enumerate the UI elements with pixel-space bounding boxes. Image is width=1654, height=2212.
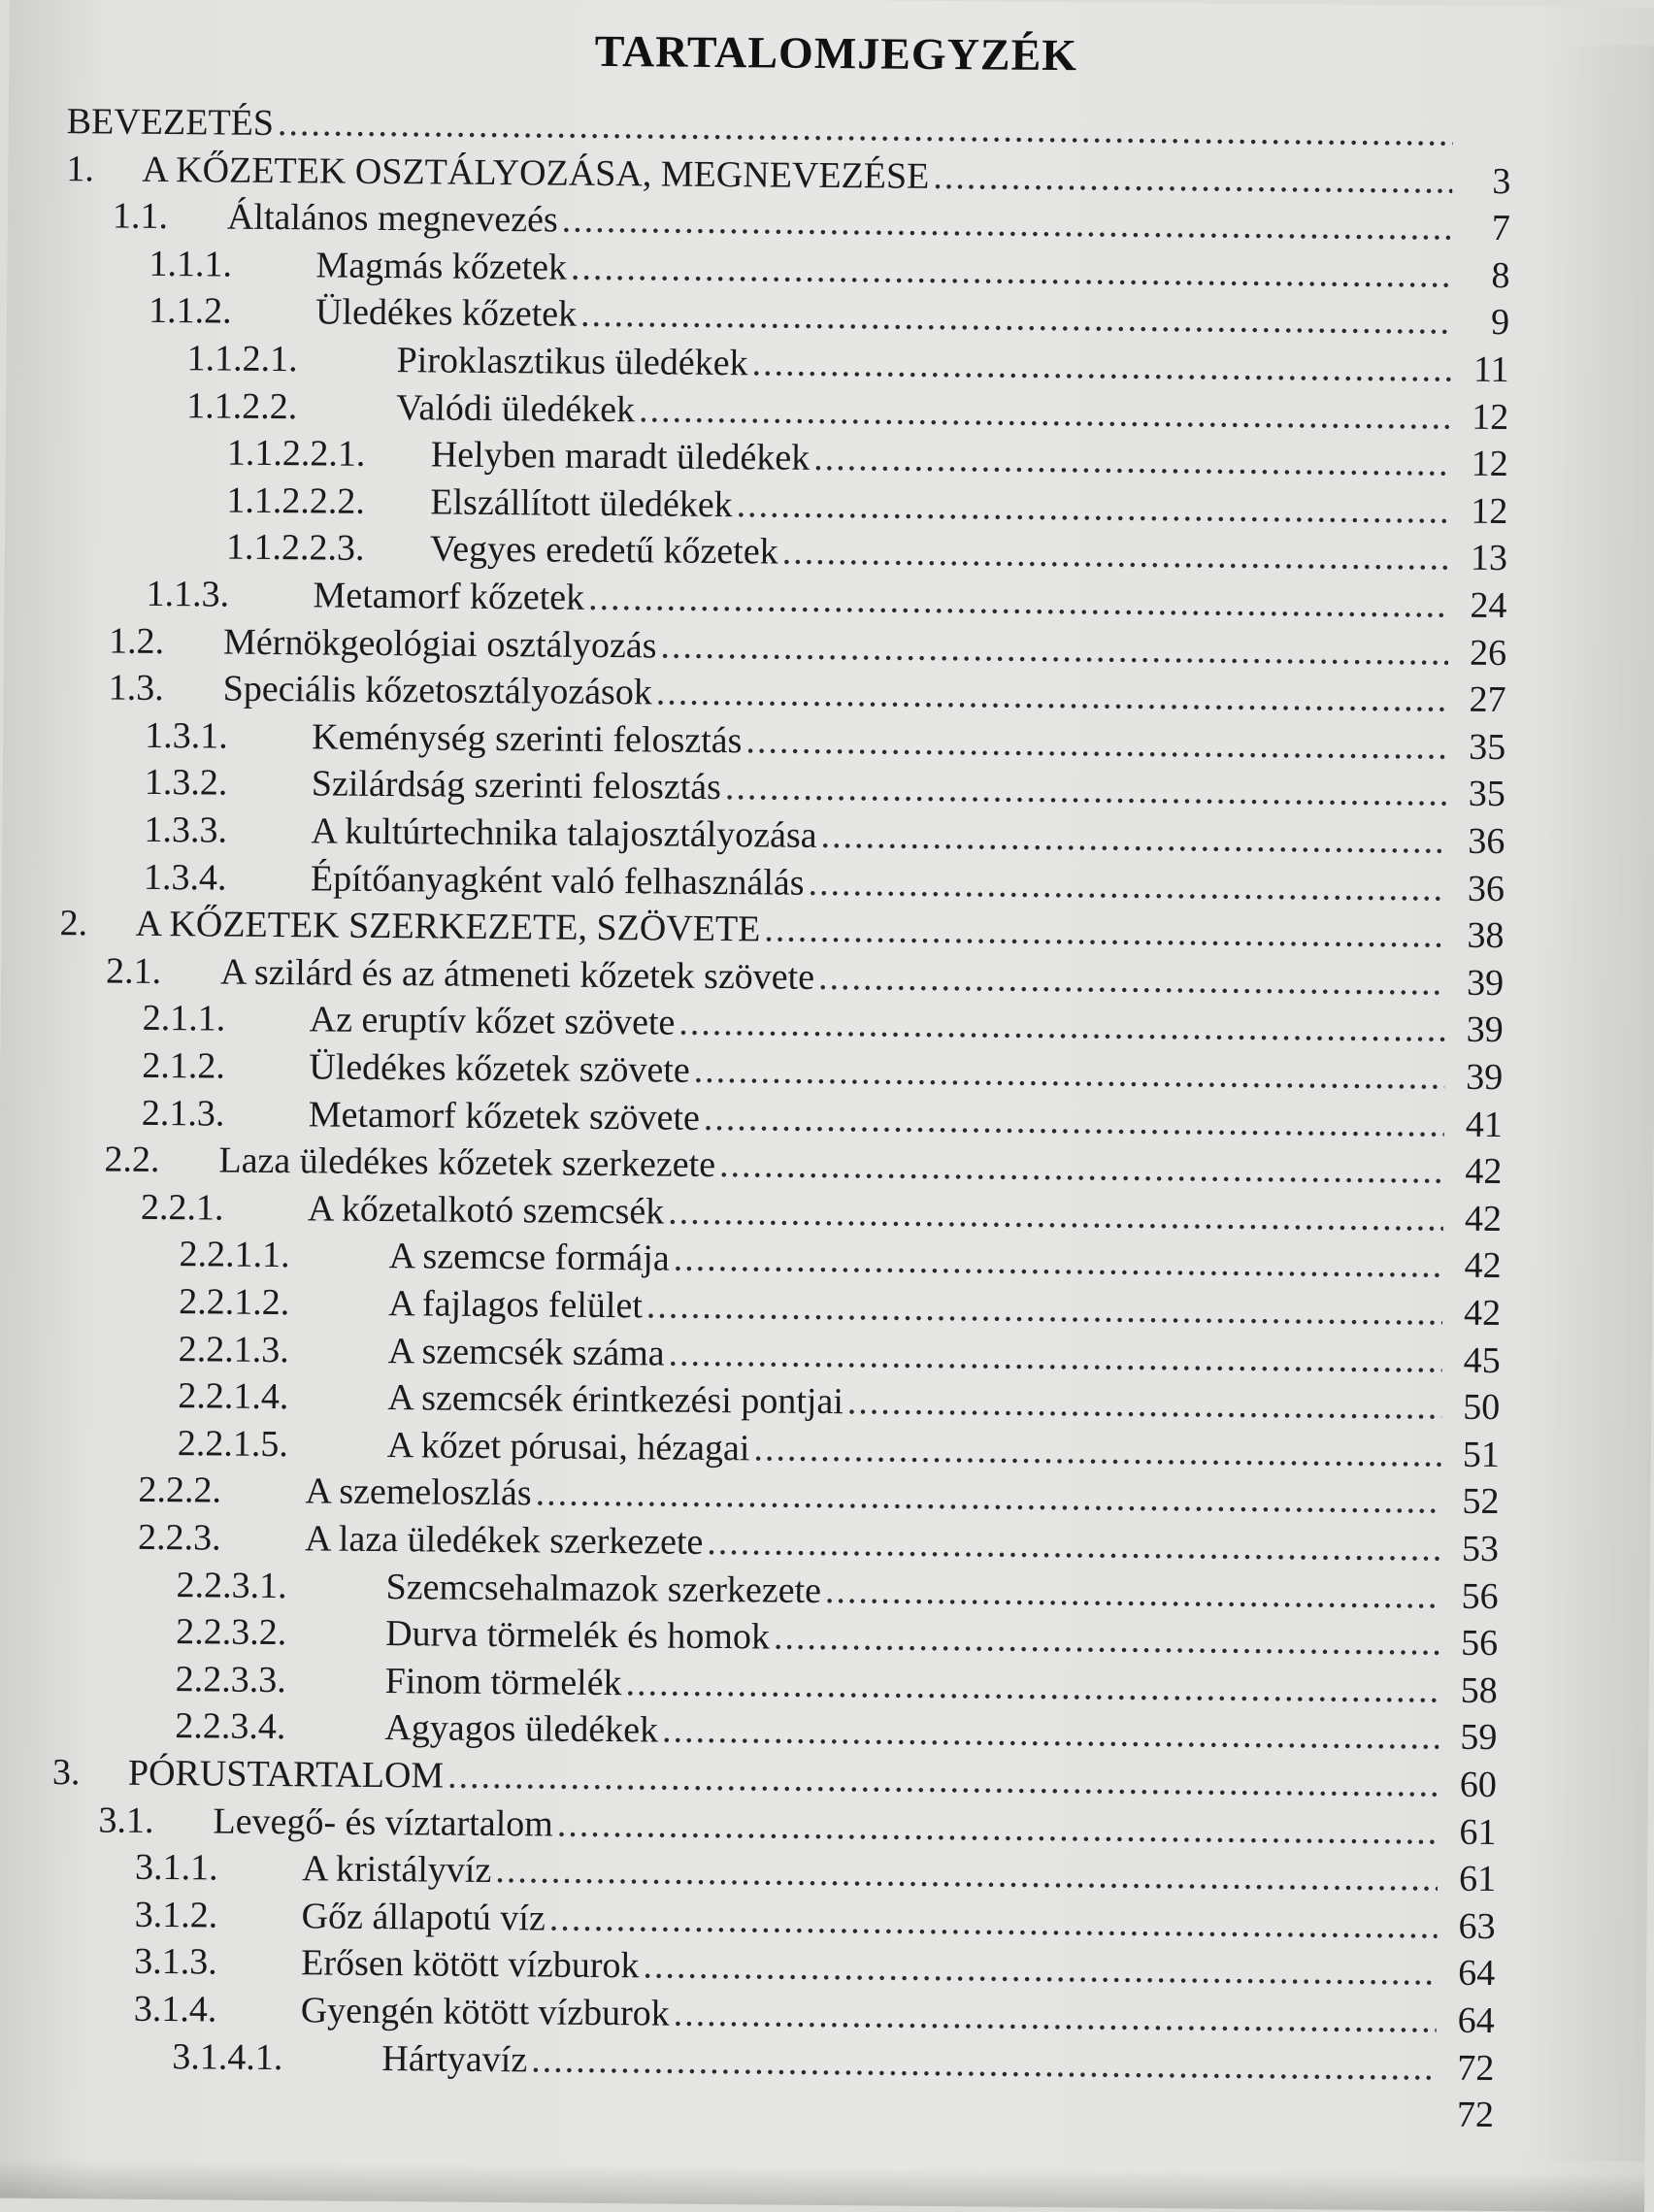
toc-entry-title: Szilárdság szerinti felosztás — [312, 761, 721, 811]
toc-entry-page: 39 — [1448, 1054, 1503, 1101]
dot-leader — [639, 386, 1451, 440]
dot-leader — [495, 1847, 1438, 1901]
toc-entry-page: 61 — [1441, 1808, 1496, 1855]
toc-entry-number: 2.2.3. — [138, 1514, 305, 1562]
dot-leader — [694, 1047, 1445, 1101]
toc-entry-title: A KŐZETEK SZERKEZETE, SZÖVETE — [135, 901, 760, 953]
page-title: TARTALOMJEGYZÉK — [9, 20, 1654, 86]
toc-entry-title: A kőzet pórusai, hézagai — [387, 1422, 750, 1471]
toc-entry-title: PÓRUSTARTALOM — [128, 1750, 445, 1799]
toc-entry-title: Agyagos üledékek — [384, 1704, 658, 1753]
toc-entry-page: 36 — [1450, 865, 1505, 911]
toc-entry-page: 35 — [1451, 723, 1505, 770]
toc-entry-title: Finom törmelék — [385, 1658, 622, 1706]
toc-entry-number: 2.2.3.3. — [176, 1656, 385, 1704]
toc-entry-page: 41 — [1448, 1101, 1503, 1147]
dot-leader — [753, 1425, 1441, 1477]
dot-leader — [774, 1614, 1440, 1667]
table-of-contents — [9, 98, 1654, 113]
toc-entry-page: 52 — [1444, 1478, 1499, 1525]
toc-entry-number: 2.1.1. — [143, 995, 310, 1042]
dot-leader — [847, 1378, 1442, 1430]
toc-entry-number: 3.1. — [98, 1797, 213, 1844]
dot-leader — [668, 1188, 1443, 1241]
dot-leader — [535, 1470, 1440, 1525]
toc-entry-number: 3.1.1. — [135, 1844, 302, 1892]
toc-entry-title: Laza üledékes kőzetek szerkezete — [218, 1138, 715, 1188]
toc-entry-number: 2.2. — [104, 1137, 218, 1184]
toc-entry-number: 2. — [59, 900, 135, 947]
dot-leader — [725, 764, 1447, 816]
toc-entry-title: Építőanyagként való felhasználás — [311, 855, 805, 906]
dot-leader — [751, 340, 1450, 392]
toc-entry-number: 1.3.3. — [144, 807, 311, 854]
toc-entry-page: 35 — [1451, 771, 1505, 817]
dot-leader — [673, 1236, 1442, 1289]
dot-leader — [549, 1895, 1438, 1949]
toc-entry-title: Az eruptív kőzet szövete — [310, 997, 676, 1046]
toc-entry-number: 1.3.2. — [145, 759, 312, 807]
toc-entry-title: Levegő- és víztartalom — [213, 1798, 553, 1847]
toc-entry-number: 1.1.2. — [149, 287, 315, 335]
toc-entry-number: 3. — [52, 1749, 128, 1797]
dot-leader — [656, 670, 1448, 723]
toc-entry-number: 2.2.3.1. — [176, 1562, 385, 1610]
toc-entry-page: 42 — [1447, 1148, 1502, 1195]
dot-leader — [764, 907, 1446, 959]
toc-entry-page: 39 — [1449, 959, 1504, 1006]
toc-entry-title: Üledékes kőzetek szövete — [309, 1043, 690, 1093]
toc-entry-page: 11 — [1454, 347, 1508, 393]
toc-entry-title: Általános megnevezés — [227, 194, 558, 244]
toc-entry-page: 58 — [1443, 1667, 1498, 1713]
toc-entry-title: A szilárd és az átmeneti kőzetek szövete — [220, 948, 814, 1000]
toc-entry-number: 2.2.1.3. — [179, 1326, 388, 1374]
toc-entry-title: Gőz állapotú víz — [301, 1893, 546, 1941]
toc-entry-number: 1. — [66, 146, 142, 193]
toc-entry-number: 1.1.2.2.2. — [226, 477, 430, 525]
dot-leader — [719, 1141, 1444, 1195]
toc-entry-title: A kőzetalkotó szemcsék — [308, 1185, 665, 1235]
dot-leader — [818, 954, 1445, 1007]
toc-entry-page: 27 — [1451, 677, 1505, 723]
toc-entry-page: 60 — [1442, 1762, 1497, 1808]
toc-entry-title: Magmás kőzetek — [315, 242, 567, 290]
toc-entry-title: Helyben maradt üledékek — [431, 432, 810, 481]
toc-entry-page: 12 — [1454, 393, 1508, 440]
dot-leader — [662, 1707, 1439, 1761]
toc-entry-page: 72 — [1439, 2044, 1494, 2091]
toc-entry-number: 1.1.2.2.1. — [227, 430, 431, 479]
dot-leader — [646, 1282, 1443, 1336]
dot-leader — [660, 622, 1448, 676]
dot-leader — [781, 529, 1449, 581]
toc-entry-page: 59 — [1442, 1714, 1497, 1761]
toc-entry-page: 13 — [1453, 535, 1507, 581]
toc-entry-number: 2.1. — [106, 947, 220, 995]
toc-entry-number: 1.3. — [108, 665, 222, 712]
dot-leader — [808, 859, 1446, 911]
toc-entry-title: Durva törmelék és homok — [385, 1610, 770, 1660]
dot-leader — [678, 1000, 1445, 1053]
toc-entry-number: 1.1. — [113, 193, 227, 241]
dot-leader — [643, 1943, 1437, 1997]
toc-entry-number: 2.1.3. — [142, 1089, 309, 1137]
toc-entry-number: 2.2.1.1. — [179, 1232, 388, 1280]
toc-entry-page: 3 — [1456, 157, 1510, 204]
toc-entry-title: A szemcsék érintkezési pontjai — [387, 1374, 844, 1425]
toc-entry-page: 12 — [1453, 487, 1507, 534]
toc-entry-page: 7 — [1456, 205, 1510, 251]
toc-entry-page: 42 — [1446, 1242, 1501, 1289]
toc-entry-title: BEVEZETÉS — [67, 98, 275, 147]
dot-leader — [562, 197, 1453, 251]
toc-entry-number: 2.2.1.5. — [178, 1420, 387, 1469]
toc-entry-title: Hártyavíz — [381, 2035, 527, 2083]
toc-entry-number: 1.1.2.1. — [186, 335, 396, 383]
page-bottom-shadow — [0, 2160, 1644, 2212]
toc-entry-title: A fajlagos felület — [388, 1280, 643, 1329]
toc-entry-title: Piroklasztikus üledékek — [396, 337, 747, 386]
toc-entry-number: 1.2. — [109, 617, 223, 665]
toc-entry-title: Gyengén kötött vízburok — [301, 1987, 670, 2036]
toc-entry-page: 51 — [1445, 1431, 1500, 1477]
toc-entry-page: 26 — [1452, 629, 1506, 676]
toc-entry-title: A kristályvíz — [302, 1845, 492, 1894]
toc-entry-page: 42 — [1447, 1195, 1502, 1241]
toc-entry-title: Metamorf kőzetek — [313, 572, 584, 620]
toc-entry-page: 56 — [1443, 1572, 1498, 1619]
toc-entry-title: A szemcse formája — [388, 1233, 670, 1282]
toc-entry-number: 2.2.1. — [141, 1184, 308, 1232]
dot-leader — [588, 575, 1449, 629]
toc-entry-title: A KŐZETEK OSZTÁLYOZÁSA, MEGNEVEZÉSE — [142, 146, 929, 199]
toc-entry-page: 50 — [1445, 1384, 1500, 1431]
dot-leader — [571, 244, 1452, 298]
toc-entry-title: Speciális kőzetosztályozások — [222, 666, 652, 716]
toc-entry-page: 61 — [1441, 1856, 1496, 1902]
toc-entry-number: 3.1.2. — [134, 1892, 301, 1939]
toc-entry-page: 63 — [1440, 1902, 1495, 1949]
dot-leader — [531, 2036, 1437, 2091]
dot-leader — [707, 1519, 1440, 1572]
dot-leader — [668, 1330, 1441, 1383]
toc-entry-title: A laza üledékek szerkezete — [305, 1515, 704, 1566]
toc-entry-page: 45 — [1446, 1337, 1501, 1383]
toc-entry-number: 1.1.2.2.3. — [226, 524, 430, 573]
toc-entry-title: Mérnökgeológiai osztályozás — [223, 618, 657, 669]
toc-entry-title: Keménység szerinti felosztás — [312, 713, 743, 764]
toc-entry-page: 39 — [1448, 1007, 1503, 1053]
toc-entry-title: A szemeloszlás — [305, 1469, 532, 1517]
dot-leader — [447, 1753, 1439, 1808]
toc-entry-title: Elszállított üledékek — [430, 479, 733, 528]
toc-entry-title: Erősen kötött vízburok — [301, 1940, 640, 1990]
dot-leader — [557, 1800, 1439, 1855]
toc-entry-page: 72 — [1439, 2092, 1494, 2138]
toc-entry-page: 53 — [1444, 1526, 1499, 1572]
toc-entry-page: 38 — [1449, 912, 1504, 959]
toc-entry-title: A kultúrtechnika talajosztályozása — [311, 808, 817, 859]
dot-leader — [736, 481, 1449, 534]
toc-entry-page: 42 — [1446, 1290, 1501, 1337]
toc-entry-page: 36 — [1450, 818, 1505, 865]
dot-leader — [674, 1991, 1437, 2044]
toc-entry-title: Valódi üledékek — [396, 384, 635, 433]
toc-entry-page: 64 — [1440, 1997, 1495, 2044]
dot-leader — [825, 1568, 1440, 1620]
toc-entry-number: 3.1.4.1. — [172, 2033, 381, 2082]
toc-entry-title: Metamorf kőzetek szövete — [309, 1091, 700, 1141]
toc-entry-number: 2.1.2. — [142, 1042, 309, 1090]
toc-entry-number: 1.3.4. — [144, 853, 311, 901]
toc-entry-number: 1.3.1. — [145, 712, 312, 760]
toc-entry-page: 12 — [1454, 441, 1508, 487]
toc-entry-page: 24 — [1452, 582, 1506, 629]
toc-entry-number: 2.2.1.4. — [178, 1372, 387, 1421]
dot-leader — [625, 1660, 1439, 1713]
dot-leader — [745, 717, 1447, 770]
toc-entry-title: Üledékes kőzetek — [315, 289, 577, 338]
toc-entry-number: 2.2.3.2. — [176, 1608, 385, 1657]
dot-leader — [813, 435, 1450, 487]
toc-entry-page: 56 — [1443, 1620, 1498, 1667]
toc-entry-number: 1.1.2.2. — [186, 382, 396, 431]
toc-entry-page: 64 — [1440, 1950, 1495, 1997]
toc-entry-page: 8 — [1455, 251, 1509, 298]
dot-leader — [704, 1094, 1444, 1147]
dot-leader — [580, 291, 1451, 346]
toc-entry-number: 2.2.2. — [138, 1467, 305, 1514]
toc-entry-number: 3.1.4. — [134, 1986, 301, 2033]
toc-entry-number: 3.1.3. — [134, 1938, 301, 1986]
dot-leader — [820, 812, 1446, 865]
toc-entry-number: 2.2.3.4. — [175, 1703, 384, 1752]
toc-entry-title: A szemcsék száma — [388, 1328, 665, 1376]
toc-entry-number: 1.1.1. — [149, 241, 315, 288]
toc-entry-title: Szemcsehalmazok szerkezete — [385, 1564, 821, 1614]
toc-entry-page: 9 — [1455, 299, 1509, 346]
toc-entry-number: 2.2.1.2. — [179, 1278, 388, 1327]
toc-entry-number: 1.1.3. — [146, 571, 313, 618]
toc-entry-title: Vegyes eredetű kőzetek — [430, 526, 778, 576]
dot-leader — [933, 153, 1452, 205]
